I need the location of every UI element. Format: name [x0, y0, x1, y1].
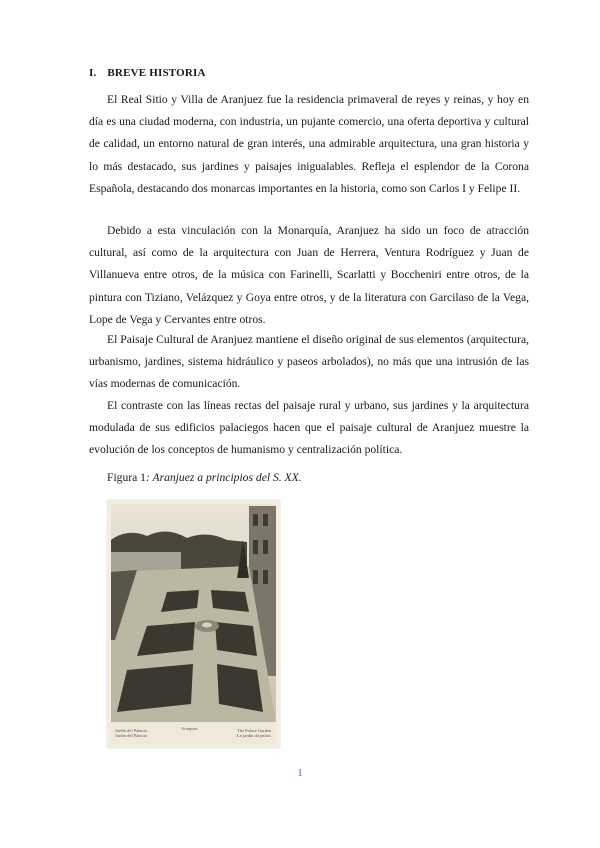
paragraph-4-text: El contraste con las líneas rectas del paisaje rural y urbano, sus jardines y la arquitectura modulada de sus edificios palaciegos hacen que el paisaje cultural de Aranjuez muestre la evolución de los conceptos de humanismo y centralización política.	[89, 399, 529, 457]
garden-photo	[107, 500, 280, 748]
figure-caption	[107, 467, 302, 489]
garden-photo-illustration	[107, 500, 280, 748]
paragraph-2-text: Debido a esta vinculación con la Monarquía, Aranjuez ha sido un foco de atracción cultural, así como de la arquitectura con Juan de Herrera, Ventura Rodríguez y Juan de Villanueva entre otros, de la música con Farinelli, Scarlatti y Boccheniri entre otros, de la pintura con Tiziano, Velázquez y Goya entre otros, y de la literatura con Garcilaso de la Vega, Lope de Vega y Cervantes entre otros.	[89, 224, 529, 326]
section-number: I.	[89, 67, 97, 79]
section-heading	[89, 67, 206, 79]
paragraph-2	[89, 220, 529, 331]
section-title: BREVE HISTORIA	[107, 67, 206, 79]
paragraph-3-text: El Paisaje Cultural de Aranjuez mantiene el diseño original de sus elementos (arquitectura, urbanismo, jardines, sistema hidráulico y paseos arbolados), no más que una intrusión de las vías modernas de comunicación.	[89, 333, 529, 391]
photo-caption-right: The Palace Garden Le jardin du palais	[237, 728, 272, 738]
paragraph-1	[89, 89, 529, 200]
paragraph-3	[89, 329, 529, 396]
paragraph-1-text: El Real Sitio y Villa de Aranjuez fue la residencia primaveral de reyes y reinas, y hoy en día es una ciudad moderna, con industria, un pujante comercio, una oferta deportiva y cultural de calidad, un entorno natural de gran interés, una admirable arquitectura, una gran historia y lo más destacado, sus jardines y paisajes inigualables. Refleja el esplendor de la Corona Española, destacando dos monarcas importantes en la historia, como son Carlos I y Felipe II.	[89, 93, 529, 195]
figure-title: : Aranjuez a principios del S. XX.	[145, 471, 302, 484]
page-number: 1	[297, 767, 303, 779]
photo-caption-left: Jardín del Palacio Jardín del Palacio	[115, 728, 147, 738]
figure-label: Figura 1	[107, 471, 146, 484]
paragraph-4	[89, 395, 529, 462]
photo-caption-center: Aranjuez	[181, 726, 198, 731]
